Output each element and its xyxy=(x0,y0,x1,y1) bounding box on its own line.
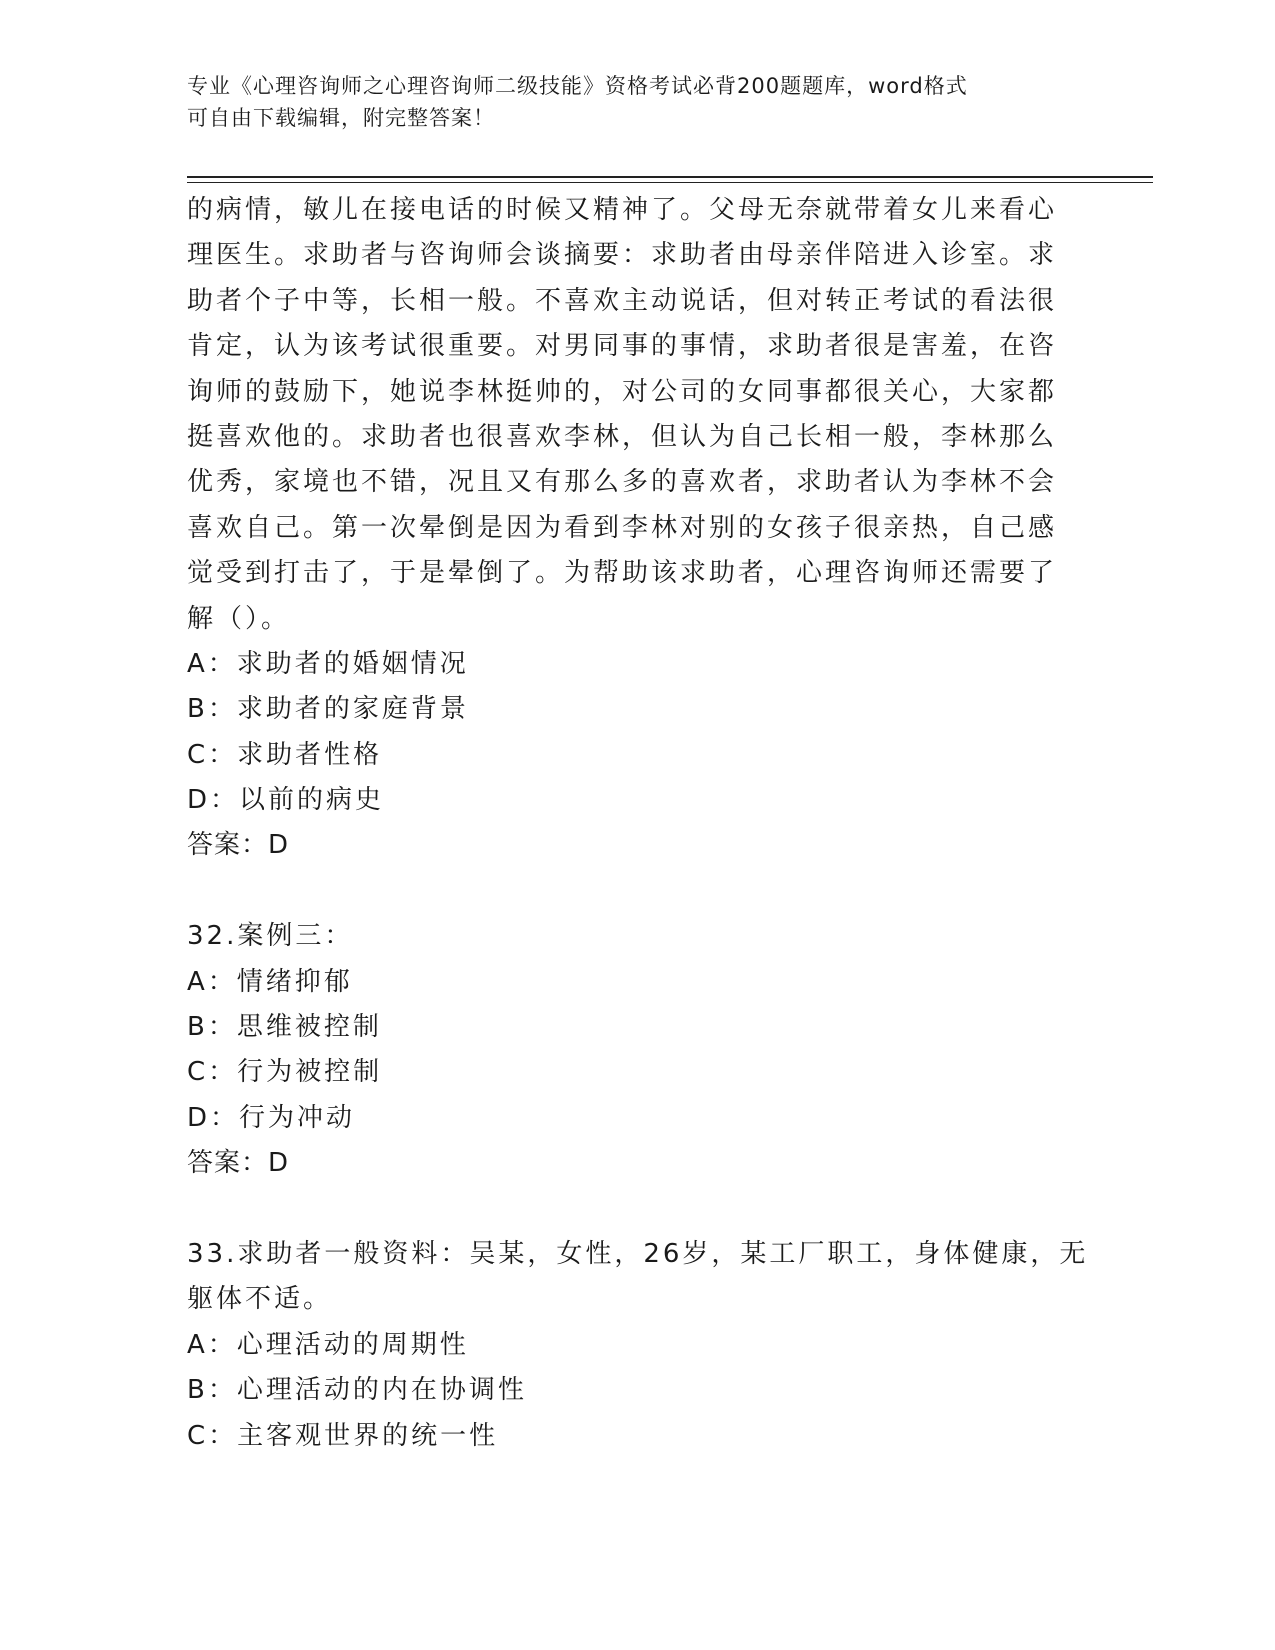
q33-option-b: B：心理活动的内在协调性 xyxy=(187,1375,527,1406)
q31-stem-line: 的病情，敏儿在接电话的时候又精神了。父母无奈就带着女儿来看心 xyxy=(187,195,1058,225)
q33-stem-line: 躯体不适。 xyxy=(187,1284,333,1315)
q31-option-c: C：求助者性格 xyxy=(187,739,383,770)
q32-option-c: C：行为被控制 xyxy=(187,1057,383,1088)
q32-stem: 32.案例三： xyxy=(187,921,354,952)
q31-stem-line: 觉受到打击了，于是晕倒了。为帮助该求助者，心理咨询师还需要了 xyxy=(187,558,1058,589)
q31-stem-line: 询师的鼓励下，她说李林挺帅的，对公司的女同事都很关心，大家都 xyxy=(187,376,1058,407)
q31-stem-line: 助者个子中等，长相一般。不喜欢主动说话，但对转正考试的看法很 xyxy=(187,285,1058,316)
q31-stem-line: 优秀，家境也不错，况且又有那么多的喜欢者，求助者认为李林不会 xyxy=(187,467,1058,498)
q32-option-b: B：思维被控制 xyxy=(187,1012,382,1043)
document-body xyxy=(187,188,1087,1459)
q32-option-a: A：情绪抑郁 xyxy=(187,966,353,997)
header-divider-thin xyxy=(187,182,1153,183)
q33-option-a: A：心理活动的周期性 xyxy=(187,1329,469,1360)
header-line-1: 专业《心理咨询师之心理咨询师二级技能》资格考试必背200题题库，word格式 xyxy=(187,74,968,98)
header-divider-thick xyxy=(187,176,1153,178)
q33-stem-line: 33.求助者一般资料：吴某，女性，26岁，某工厂职工，身体健康，无 xyxy=(187,1238,1089,1269)
q31-stem-line: 理医生。求助者与咨询师会谈摘要：求助者由母亲伴陪进入诊室。求 xyxy=(187,240,1058,271)
q31-stem-line: 挺喜欢他的。求助者也很喜欢李林，但认为自己长相一般，李林那么 xyxy=(187,421,1058,452)
q31-stem-line: 喜欢自己。第一次晕倒是因为看到李林对别的女孩子很亲热，自己感 xyxy=(187,512,1058,543)
q32-answer: 答案：D xyxy=(187,1148,290,1179)
spacer xyxy=(187,869,1087,914)
q31-option-b: B：求助者的家庭背景 xyxy=(187,694,469,725)
q31-option-d: D：以前的病史 xyxy=(187,785,385,816)
q33-option-c: C：主客观世界的统一性 xyxy=(187,1420,499,1451)
header-line-2: 可自由下载编辑，附完整答案！ xyxy=(187,106,495,130)
q31-answer: 答案：D xyxy=(187,830,290,861)
q31-option-a: A：求助者的婚姻情况 xyxy=(187,648,469,679)
document-header xyxy=(187,70,1087,134)
q31-stem-line: 肯定，认为该考试很重要。对男同事的事情，求助者很是害羞，在咨 xyxy=(187,331,1058,362)
q32-option-d: D：行为冲动 xyxy=(187,1102,356,1133)
q31-stem-line: 解（）。 xyxy=(187,603,291,634)
spacer xyxy=(187,1187,1087,1232)
